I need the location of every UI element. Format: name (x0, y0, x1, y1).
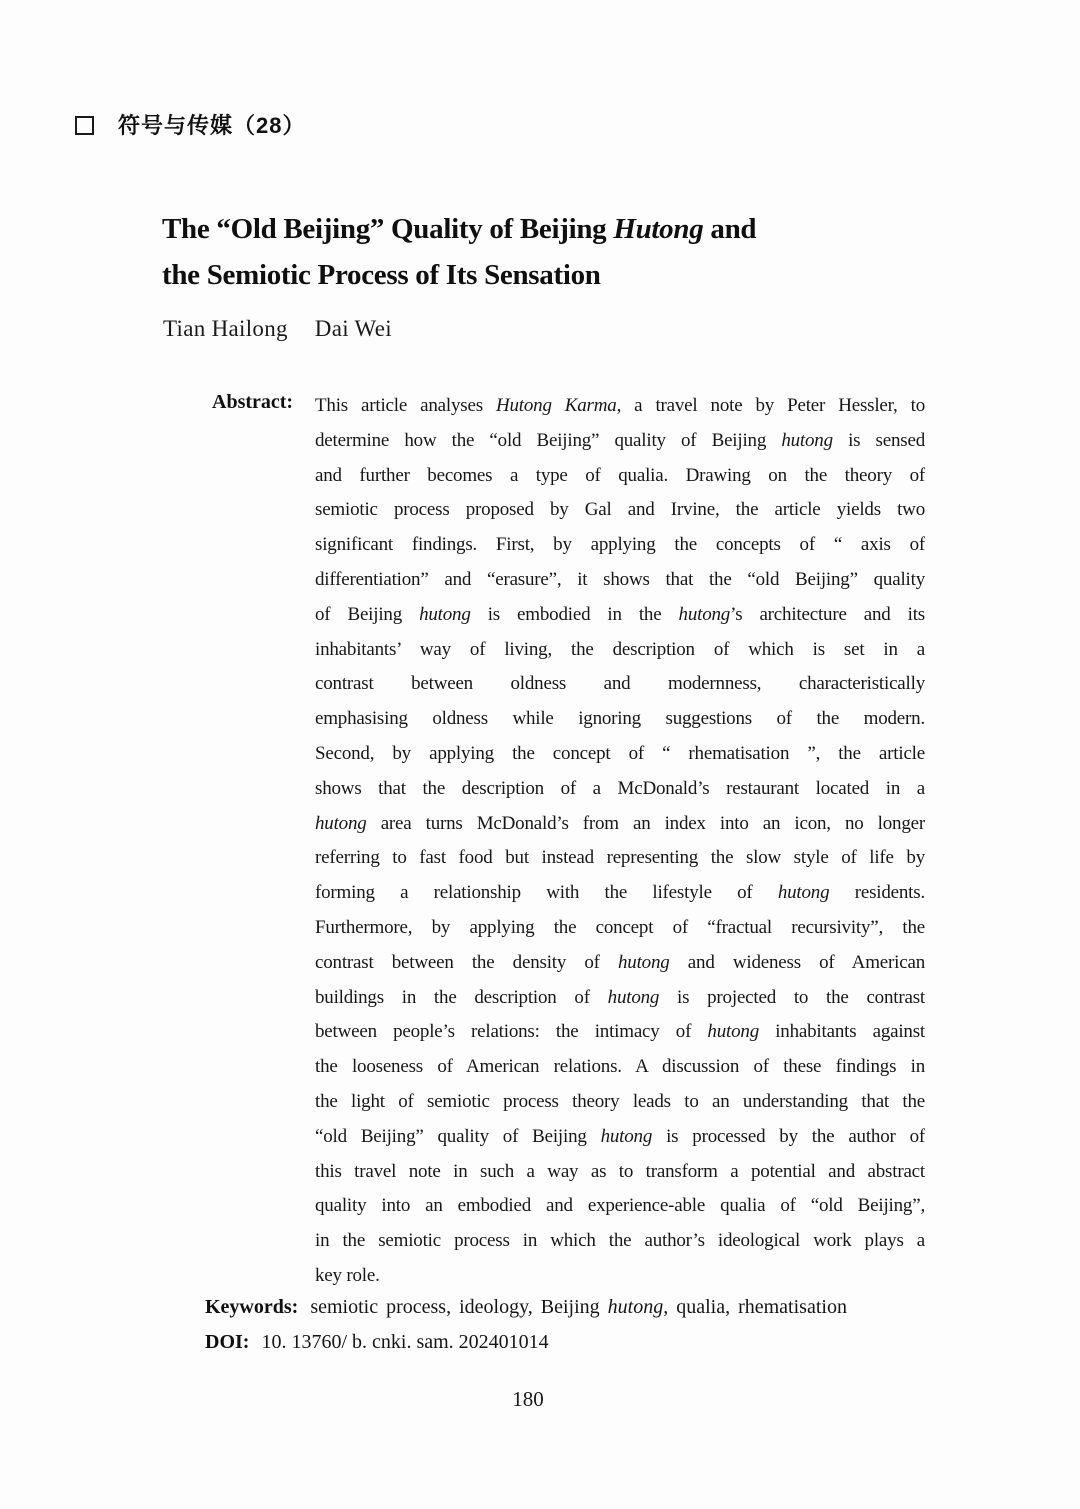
journal-name: 符号与传媒（28） (118, 112, 306, 138)
doi-row (205, 1331, 935, 1354)
abstract-line: emphasising oldness while ignoring suggestions of the modern. (315, 708, 925, 730)
keywords-label: Keywords: (205, 1296, 299, 1318)
page-number: 180 (512, 1387, 544, 1411)
abstract-line: buildings in the description of hutong is projected to the contrast (315, 986, 925, 1008)
abstract-line: the looseness of American relations. A discussion of these findings in (315, 1056, 925, 1078)
abstract-line: and further becomes a type of qualia. Drawing on the theory of (315, 464, 925, 486)
abstract-line: quality into an embodied and experience-able qualia of “old Beijing”, (315, 1195, 925, 1217)
abstract-line: key role. (315, 1264, 380, 1286)
journal-header (75, 110, 305, 138)
author-name-1: Tian Hailong (163, 316, 288, 341)
abstract-line: significant findings. First, by applying the concepts of “ axis of (315, 534, 925, 556)
abstract-line: contrast between the density of hutong and wideness of American (315, 951, 925, 973)
article-title (162, 206, 982, 298)
abstract-line: differentiation” and “erasure”, it shows that the “old Beijing” quality (315, 568, 925, 590)
abstract-line: “old Beijing” quality of Beijing hutong is processed by the author of (315, 1125, 925, 1147)
abstract-line: Second, by applying the concept of “ rhematisation ”, the article (315, 742, 925, 764)
abstract-line: This article analyses Hutong Karma, a travel note by Peter Hessler, to (315, 395, 925, 416)
abstract-line: semiotic process proposed by Gal and Irvine, the article yields two (315, 499, 925, 521)
abstract-line: this travel note in such a way as to transform a potential and abstract (315, 1160, 925, 1182)
abstract-line: shows that the description of a McDonald’s restaurant located in a (315, 777, 925, 799)
abstract-line: Furthermore, by applying the concept of “fractual recursivity”, the (315, 916, 925, 938)
article-title-line-2: the Semiotic Process of Its Sensation (162, 259, 601, 291)
author-name-2: Dai Wei (314, 316, 392, 341)
abstract-line: referring to fast food but instead representing the slow style of life by (315, 847, 925, 869)
keywords-text: semiotic process, ideology, Beijing hutong, qualia, rhematisation (310, 1296, 847, 1318)
authors (163, 316, 392, 342)
abstract-line: contrast between oldness and modernness, characteristically (315, 673, 925, 695)
article-title-line-1: The “Old Beijing” Quality of Beijing Hutong and (162, 213, 757, 245)
abstract-line: forming a relationship with the lifestyle of hutong residents. (315, 882, 925, 904)
abstract-line: inhabitants’ way of living, the description of which is set in a (315, 638, 925, 660)
abstract-line: of Beijing hutong is embodied in the hutong’s architecture and its (315, 603, 925, 625)
abstract-line: between people’s relations: the intimacy of hutong inhabitants against (315, 1021, 925, 1043)
abstract-line: hutong area turns McDonald’s from an index into an icon, no longer (315, 812, 925, 834)
abstract-lines (315, 389, 925, 1294)
abstract-line: determine how the “old Beijing” quality of Beijing hutong is sensed (315, 429, 925, 451)
doi-label: DOI: (205, 1331, 250, 1353)
abstract-label: Abstract: (212, 391, 294, 413)
section-marker-icon (75, 116, 94, 135)
abstract-line: in the semiotic process in which the author’s ideological work plays a (315, 1230, 925, 1252)
doi-text: 10. 13760/ b. cnki. sam. 202401014 (261, 1331, 549, 1353)
abstract-line: the light of semiotic process theory leads to an understanding that the (315, 1090, 925, 1112)
keywords-row (205, 1296, 935, 1319)
